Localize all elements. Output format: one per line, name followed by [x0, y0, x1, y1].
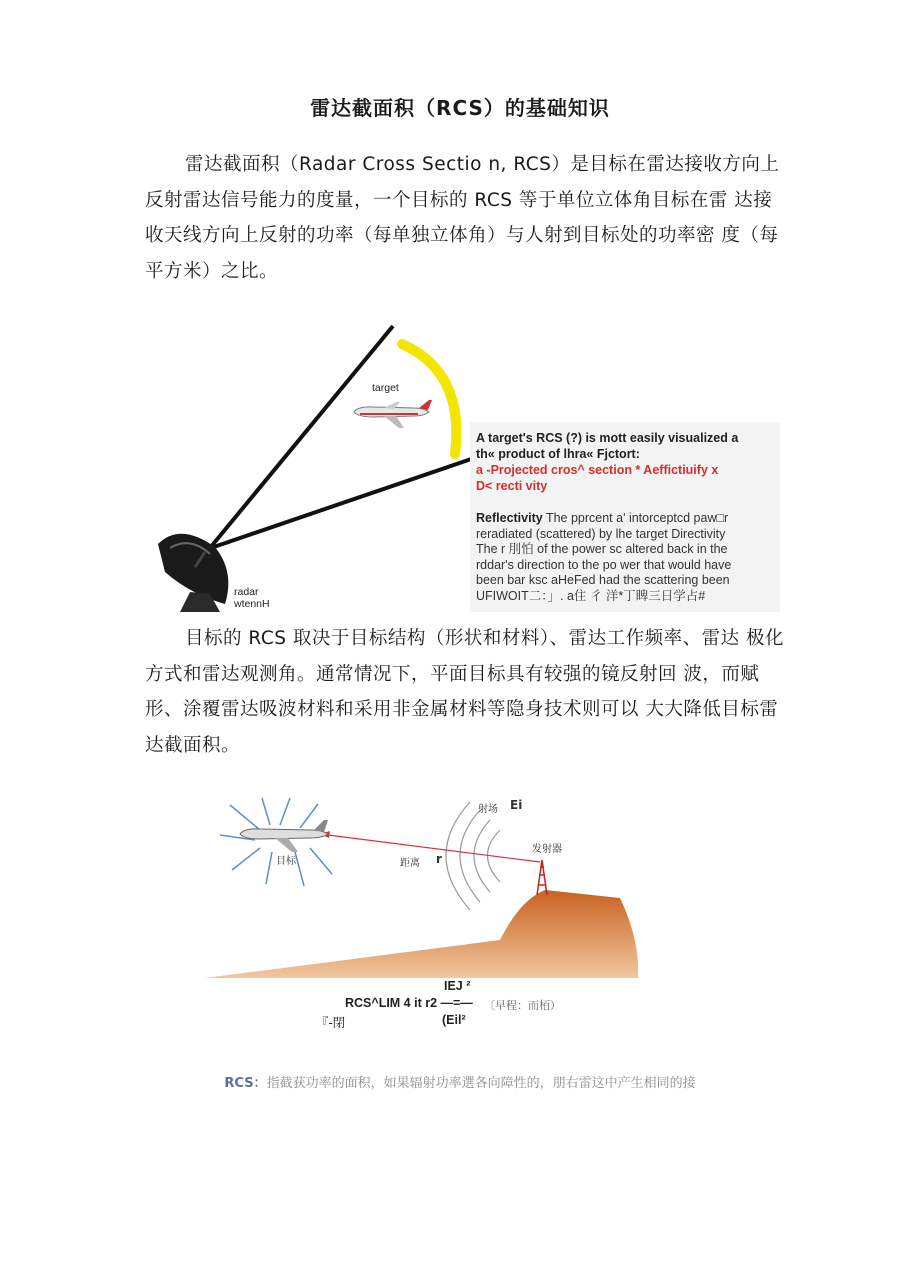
incident-ray: [320, 834, 540, 862]
paragraph-rcs-factors: [145, 621, 785, 763]
explanation-heading: A target's RCS (?) is mott easily visualized a th« product of lhra« Fjctort:: [476, 431, 739, 461]
reflectivity-text: Reflectivity The pprcent a' intorceptcd paw□r reradiated (scattered) by lhe target Directivity The r 刖怕 of the power sc altered back in the rddar's direction to the po wer that would have been bar ksc aHeFed had the scattering been UFIWOIT二：」. a住 彳 洋*丁睥三日学占#: [476, 511, 732, 603]
distance-symbol: r: [436, 852, 442, 866]
distance-label: 距离: [400, 858, 420, 869]
target-label-2: 目标: [276, 856, 296, 867]
radar-label: radar: [234, 586, 259, 598]
formula-note: 〔早程：而栢）: [484, 1000, 561, 1012]
caption-label: RCS：: [224, 1076, 267, 1091]
terrain: [205, 890, 638, 978]
target-label: target: [372, 382, 399, 394]
formula-numerator: IEJ ²: [444, 979, 471, 993]
scattering-illustration: [200, 790, 650, 980]
emitter-label: 发射器: [532, 844, 562, 855]
page-title: 雷达截面积（RCS）的基础知识: [310, 96, 610, 120]
paragraph-text: 目标的 RCS 取决于目标结构（形状和材料）、雷达工作频率、雷达 极化方式和雷达观测角。通常情况下，平面目标具有较强的镜反射回 波，而赋形、涂覆雷达吸波材料和采用非金属材料等隐身技术则可以 大大降低目标雷达截面积。: [145, 628, 784, 756]
scatter-arrows: [220, 798, 332, 886]
antenna-label: wtennH: [234, 598, 270, 610]
field-label: 射场: [478, 804, 498, 815]
formula-denominator: (Eil²: [442, 1013, 466, 1027]
figure-scattering: [200, 790, 650, 980]
paragraph-rcs-definition: [145, 147, 785, 289]
formula-left: 『-閉: [316, 1016, 346, 1030]
transmitter-tower-icon: [537, 860, 547, 895]
rcs-caption: [0, 1072, 920, 1091]
paragraph-text: 雷达截面积（Radar Cross Sectio n, RCS）是目标在雷达接收方向上反射雷达信号能力的度量，一个目标的 RCS 等于单位立体角目标在雷 达接收天线方向上反射的功率（每单独立体角）与人射到目标处的功率密 度（每平方米）之比。: [145, 154, 780, 282]
beam-arc: [402, 344, 456, 454]
field-symbol: Ei: [510, 798, 523, 812]
airplane-icon: [354, 400, 432, 428]
caption-text: 指截获功率的面积，如果辐射功率選各向障性的，朋右雷这中产生相同的接: [266, 1076, 696, 1091]
formula-main: RCS^LIM 4 it r2 —=—: [345, 996, 473, 1010]
rcs-formula-text: a -Projected cros^ section * Aeffictiuify x D< recti vity: [476, 463, 719, 493]
figure-radar-target: [140, 322, 780, 614]
